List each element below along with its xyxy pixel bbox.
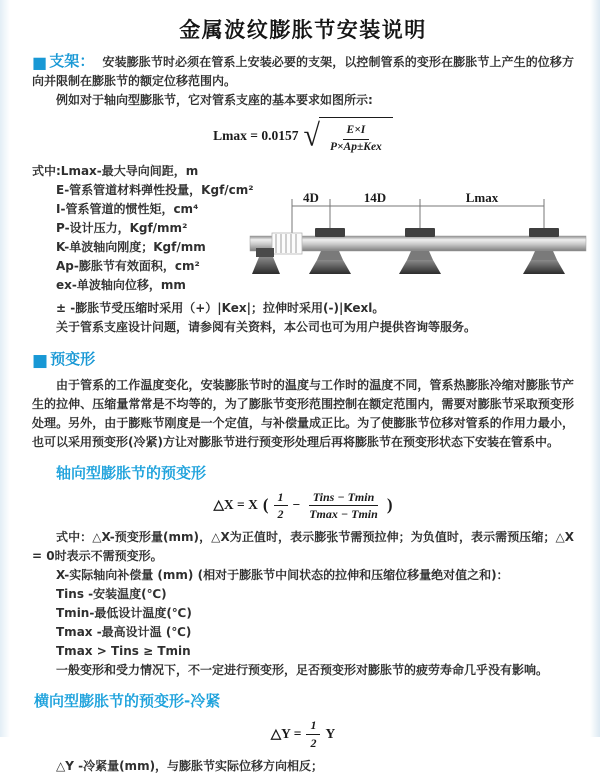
section-square-marker: ■ [32, 350, 49, 371]
definition-line: 式中:Lmax-最大导向间距，m [32, 163, 199, 178]
lmax-fraction-denominator: P×Ap±Kex [329, 140, 382, 153]
support-section-heading: 支架： [49, 52, 95, 70]
pipe-support-svg [246, 190, 594, 286]
temperature-fraction-numerator: Tins − Tmin [309, 490, 379, 506]
definition-line: Tmax > Tins ≥ Tmin [56, 644, 191, 659]
radical-sign: √ [303, 117, 320, 153]
definition-line: X-实际轴向补偿量 (mm) (相对于膨胀节中间状态的拉伸和压缩位移量绝对值之和)： [56, 568, 509, 583]
predeform-heading-label: 预变形 [50, 349, 96, 368]
definition-line: Tmax -最高设计温 (℃) [56, 625, 192, 640]
half-fraction-denominator: 2 [310, 735, 317, 750]
axial-predeform-formula [32, 490, 574, 522]
predeform-paragraph: 由于管系的工作温度变化，安装膨胀节时的温度与工作时的温度不同，管系热膨胀冷缩对膨胀节产生的拉伸、压缩量常常是不均等的，为了膨胀节变形范围控制在额定范围内，需要对膨胀节采取预变形处理。另外，由于膨账节刚度是一个定值，与补偿量成正比。为了使膨胀节位移对管系的作用力最小，也可以采用预变形(冷紧)方让对膨胀节进行预变形处理后再将膨胀节在预变形状态下安装在管系中。 [32, 377, 574, 449]
lateral-formula-rhs: Y [325, 726, 336, 742]
radical-content [319, 117, 393, 155]
temperature-fraction-denominator: Tmax − Tmin [309, 506, 378, 521]
pipe-support-diagram [246, 190, 594, 286]
support-example-line: 例如对于轴向型膨胀节，它对管系支座的基本要求如图所示: [56, 93, 373, 107]
definition-line: Tins -安装温度(℃) [56, 587, 167, 602]
page-title: 金属波纹膨胀节安装说明 [179, 18, 427, 42]
half-fraction-numerator: 1 [274, 490, 288, 506]
kex-note-line: ± -膨胀节受压缩时采用（+）|Kex|；拉伸时采用(-)|Kexl。 [56, 300, 385, 315]
minus-sign: − [292, 497, 301, 513]
definition-line: Ap-膨胀节有效面积，cm² [56, 258, 200, 273]
support-intro-text: 安装膨胀节时必须在管系上安装必要的支架，以控制管系的变形在膨胀节上产生的位移方向并限制在膨胀节的额定位移范围内。 [32, 55, 574, 88]
general-note-line: 一般变形和受力情况下，不一定进行预变形，足否预变形对膨胀节的疲劳寿命几乎没有影响。 [56, 663, 549, 678]
temperature-fraction [305, 490, 382, 522]
dimension-label-lmax: Lmax [465, 190, 499, 205]
definition-line: K-单波轴向刚度；Kgf/mm [56, 239, 206, 254]
lmax-fraction [326, 124, 386, 155]
half-fraction [274, 490, 288, 522]
support-intro-paragraph [32, 52, 574, 91]
close-paren: ) [386, 495, 393, 515]
bellows-icon [272, 233, 302, 254]
consult-line: 关于管系支座设计问题，请参阅有关资料，本公司也可为用户提供咨询等服务。 [56, 319, 477, 334]
lateral-predeform-formula [32, 718, 574, 750]
half-fraction [306, 718, 320, 750]
lateral-subheading: 横向型膨胀节的预变形-冷紧 [34, 692, 221, 711]
definition-line: ex-单波轴向位移，mm [56, 277, 186, 292]
lmax-formula-lhs: Lmax = 0.0157 [213, 127, 299, 143]
lateral-formula-lhs: △Y = [270, 726, 302, 742]
coldtight-note-line: △Y -冷紧量(mm)，与膨胀节实际位移方向相反； [56, 759, 324, 774]
definition-line: E-管系管道材料弹性投量，Kgf/cm² [56, 182, 254, 197]
axial-symbol-definitions [32, 566, 574, 661]
axial-subheading: 轴向型膨胀节的预变形 [56, 463, 207, 482]
section-square-marker: ■ [32, 53, 48, 72]
half-fraction-numerator: 1 [306, 718, 320, 734]
half-fraction-denominator: 2 [277, 506, 284, 521]
definition-line: I-管系管道的惯性矩，cm⁴ [56, 201, 199, 216]
predeform-section-heading [32, 348, 574, 371]
axial-formula-lhs: △X = X [213, 497, 258, 513]
definition-line: P-设计压力，Kgf/mm² [56, 220, 188, 235]
axial-note-paragraph: 式中：△X-预变形量(mm)，△X为正值时，表示膨张节需预拉伸；为负值时，表示需预压缩；△X = 0时表示不需预变形。 [32, 530, 574, 564]
lmax-fraction-numerator: E×I [343, 124, 370, 140]
dimension-label-14d: 14D [363, 190, 387, 205]
lmax-formula [32, 117, 574, 155]
definition-line: Tmin-最低设计温度(℃) [56, 606, 192, 621]
open-paren: ( [262, 495, 269, 515]
dimension-label-4d: 4D [303, 190, 319, 205]
